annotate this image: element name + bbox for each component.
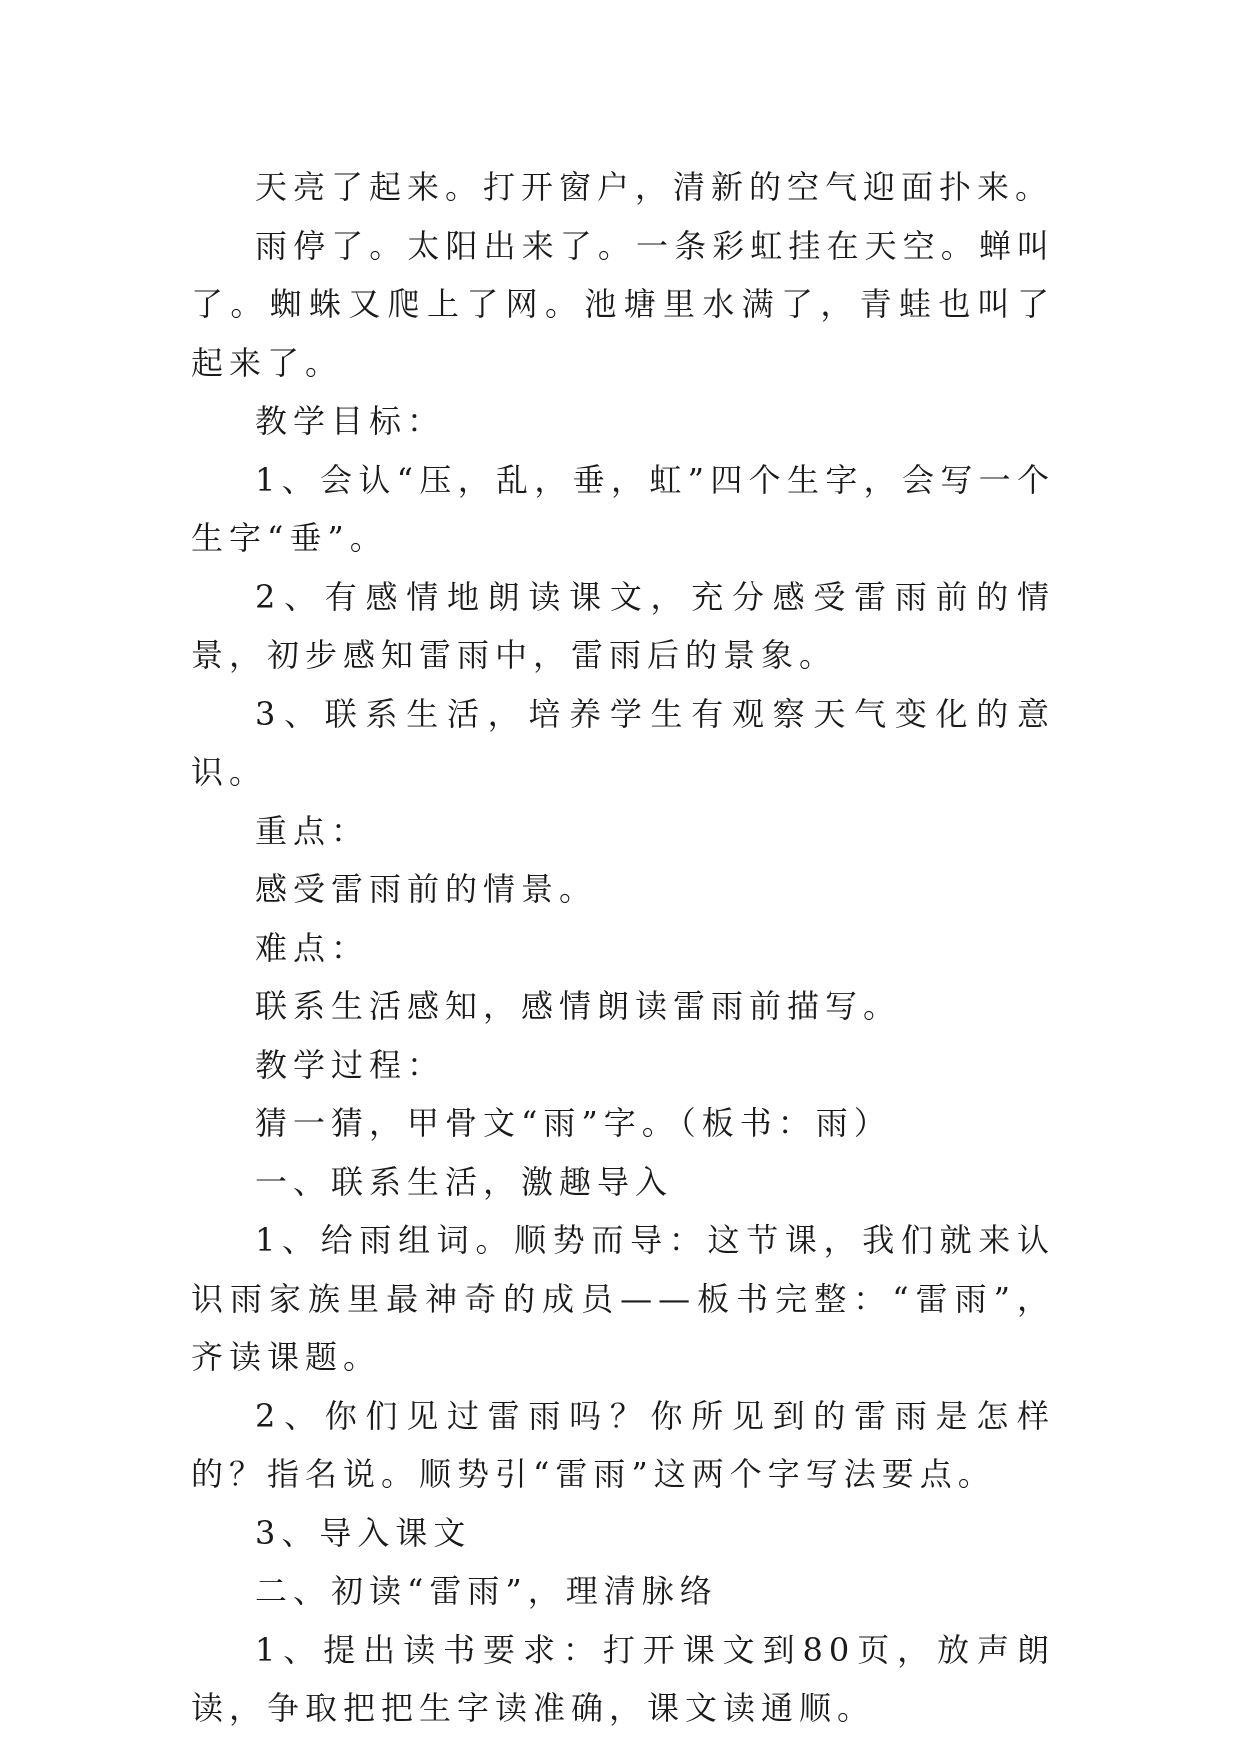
heading-key-point: 重点： bbox=[255, 811, 370, 850]
paragraph-sunrise: 天亮了起来。打开窗户，清新的空气迎面扑来。 bbox=[255, 168, 1054, 206]
goal-item-2: 2、有感情地朗读课文，充分感受雷雨前的情景，初步感知雷雨中，雷雨后的景象。 bbox=[191, 577, 1055, 674]
process-item-1: 1、给雨组词。顺势而导：这节课，我们就来认识雨家族里最神奇的成员——板书完整：“雷雨”，齐读课题。 bbox=[191, 1221, 1055, 1376]
paragraph-after-rain: 雨停了。太阳出来了。一条彩虹挂在天空。蝉叫了。蜘蛛又爬上了网。池塘里水满了，青蛙也叫了起来了。 bbox=[191, 226, 1055, 382]
goal-item-1: 1、会认“压，乱，垂，虹”四个生字，会写一个生字“垂”。 bbox=[191, 460, 1055, 557]
process-item-2: 2、你们见过雷雨吗？你所见到的雷雨是怎样的？指名说。顺势引“雷雨”这两个字写法要点。 bbox=[191, 1396, 1055, 1493]
section-heading-1: 一、联系生活，激趣导入 bbox=[255, 1162, 674, 1201]
document-body bbox=[191, 158, 1055, 1738]
goal-item-3: 3、联系生活，培养学生有观察天气变化的意识。 bbox=[191, 694, 1055, 791]
heading-teaching-process: 教学过程： bbox=[255, 1045, 446, 1084]
section-heading-2: 二、初读“雷雨”，理清脉络 bbox=[255, 1572, 718, 1610]
process-guess: 猜一猜，甲骨文“雨”字。（板书：雨） bbox=[255, 1104, 892, 1142]
difficulty-text: 联系生活感知，感情朗读雷雨前描写。 bbox=[255, 987, 902, 1025]
heading-teaching-goals: 教学目标： bbox=[255, 402, 446, 440]
process-item-3: 3、导入课文 bbox=[255, 1513, 472, 1552]
key-point-text: 感受雷雨前的情景。 bbox=[255, 870, 598, 908]
heading-difficulty: 难点： bbox=[255, 928, 370, 967]
reading-item-1: 1、提出读书要求：打开课文到80页，放声朗读，争取把把生字读准确，课文读通顺。 bbox=[191, 1630, 1055, 1727]
